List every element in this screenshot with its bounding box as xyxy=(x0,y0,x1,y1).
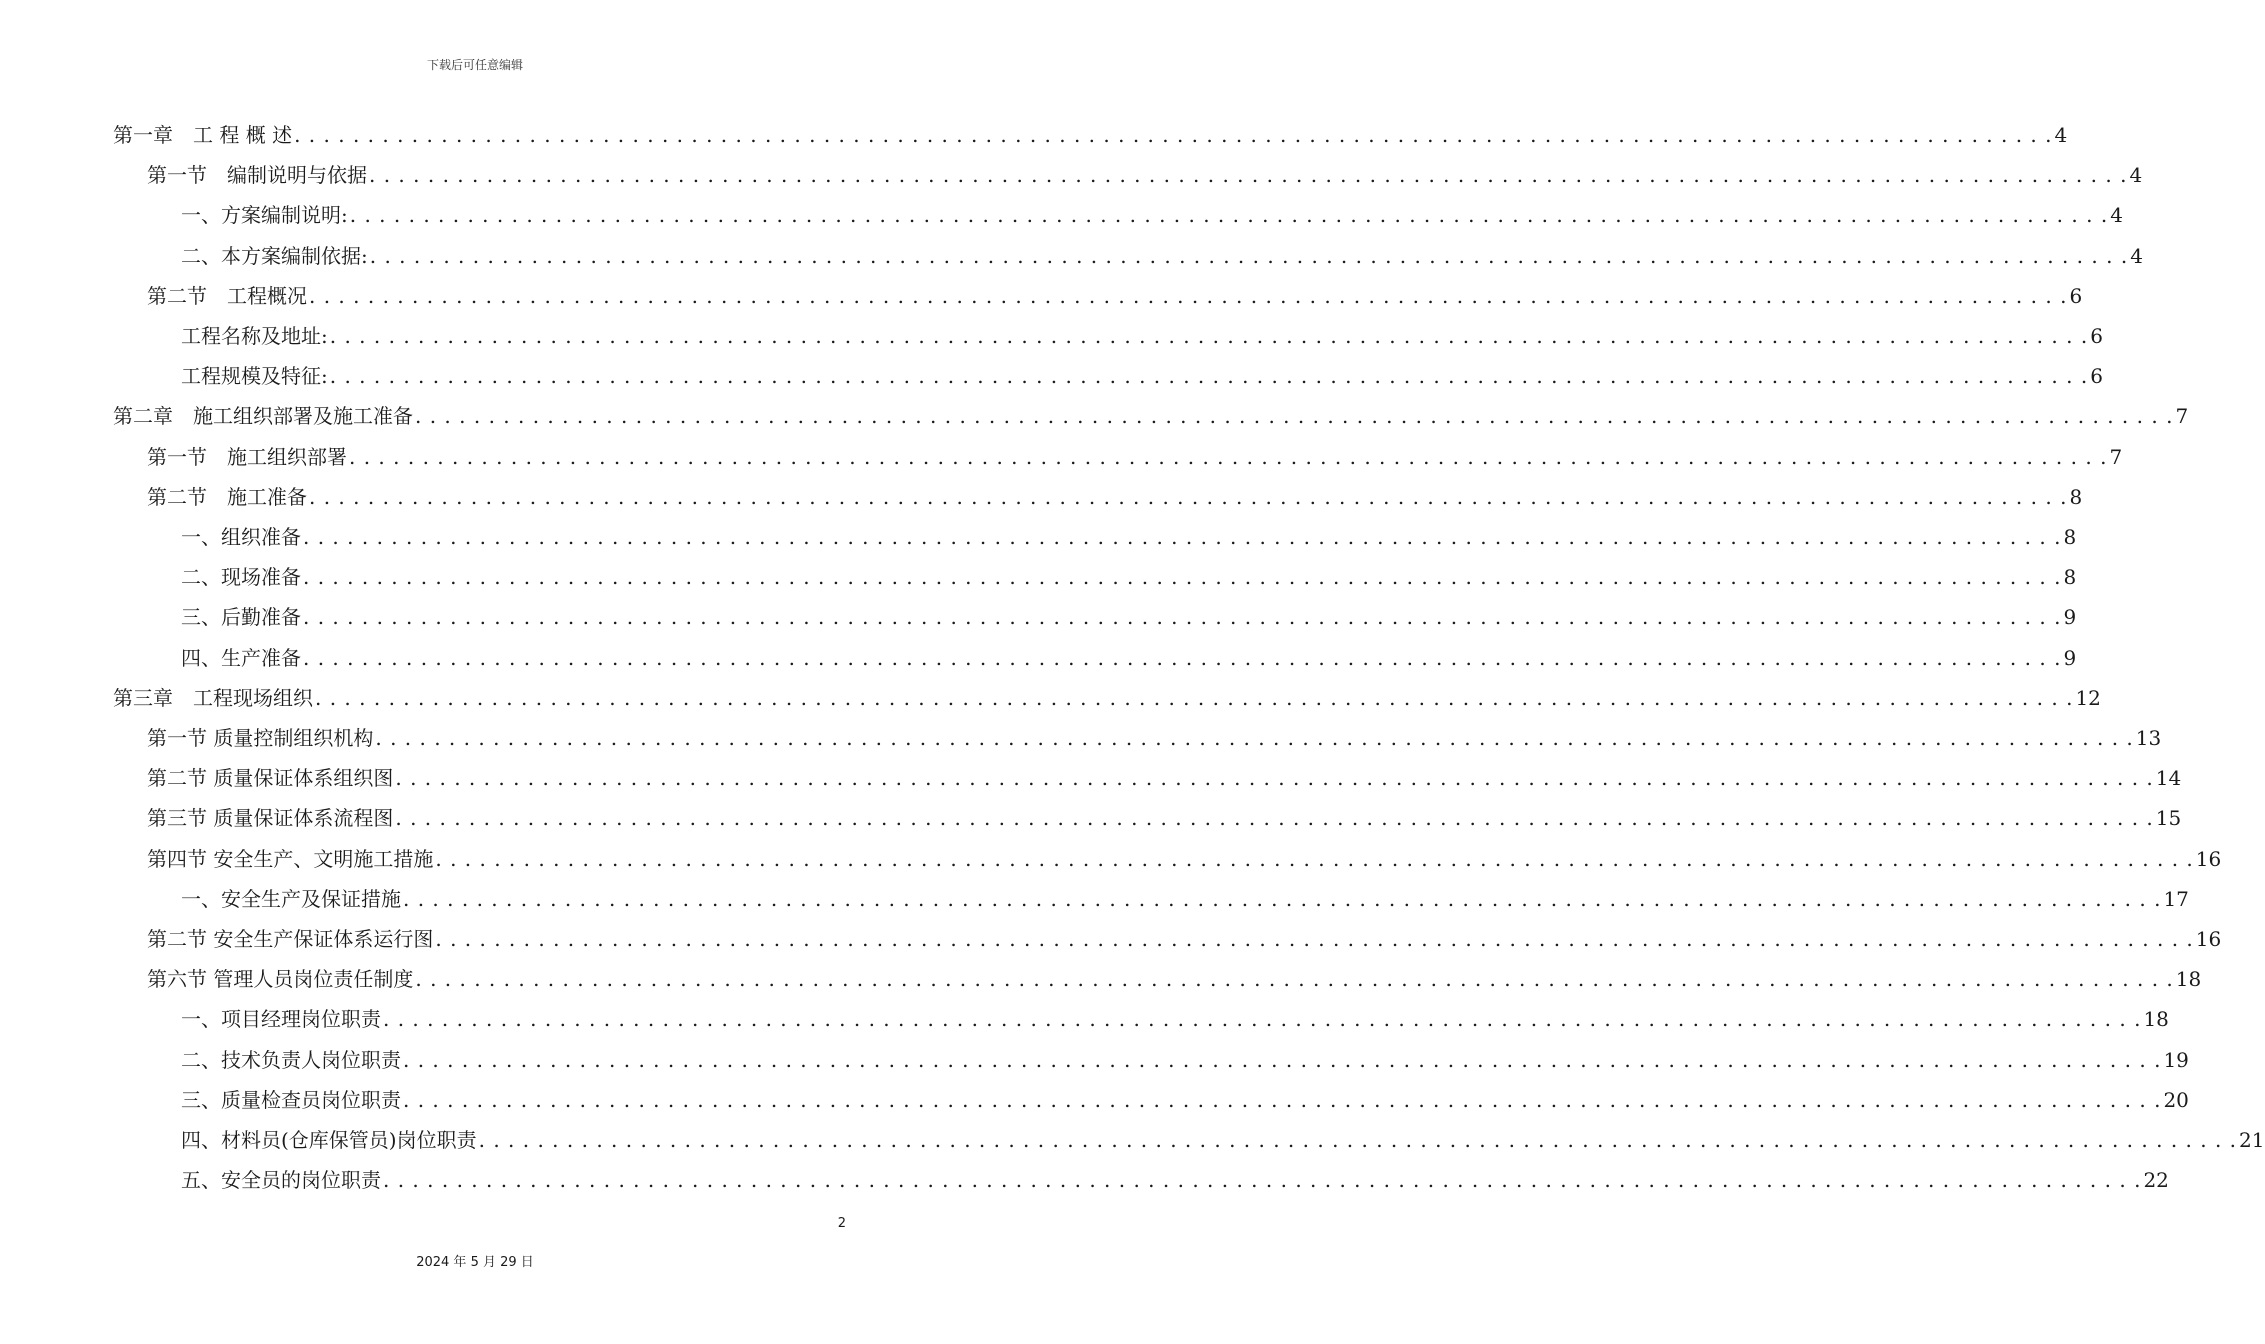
toc-dot-leader: . . . . . . . . . . . . . . . . . . . . . . . . . . . . . . . . . . . . . . . . . . . . . . . . . . . . . . . . . . . . . . . . . . . . . . . . . . . . . . . . . . . . . . . . . . . . . . . . . . . . . . . . . . . . . . . . . . . . . . . . xyxy=(315,685,2074,710)
toc-entry-title: 第六节 管理人员岗位责任制度 xyxy=(147,967,414,992)
toc-entry[interactable] xyxy=(181,510,2077,550)
toc-dot-leader: . . . . . . . . . . . . . . . . . . . . . . . . . . . . . . . . . . . . . . . . . . . . . . . . . . . . . . . . . . . . . . . . . . . . . . . . . . . . . . . . . . . . . . . . . . . . . . . . . . . . . . . . . . . . . . . . . . . . . . . . xyxy=(369,163,2128,188)
toc-entry[interactable] xyxy=(113,108,2068,148)
toc-entry-page: 8 xyxy=(2063,565,2077,590)
toc-dot-leader: . . . . . . . . . . . . . . . . . . . . . . . . . . . . . . . . . . . . . . . . . . . . . . . . . . . . . . . . . . . . . . . . . . . . . . . . . . . . . . . . . . . . . . . . . . . . . . . . . . . . . . . . . . . . . . . . . . . . . . . . xyxy=(395,766,2154,791)
toc-entry-title: 一、安全生产及保证措施 xyxy=(181,886,401,911)
toc-entry-title: 第二节 质量保证体系组织图 xyxy=(147,766,394,791)
toc-dot-leader: . . . . . . . . . . . . . . . . . . . . . . . . . . . . . . . . . . . . . . . . . . . . . . . . . . . . . . . . . . . . . . . . . . . . . . . . . . . . . . . . . . . . . . . . . . . . . . . . . . . . . . . . . . . . . . . . . . . . . . . . xyxy=(395,806,2154,831)
toc-entry-title: 第二节 安全生产保证体系运行图 xyxy=(147,927,434,951)
toc-entry-page: 17 xyxy=(2163,886,2189,911)
toc-entry[interactable] xyxy=(181,349,2103,389)
toc-dot-leader: . . . . . . . . . . . . . . . . . . . . . . . . . . . . . . . . . . . . . . . . . . . . . . . . . . . . . . . . . . . . . . . . . . . . . . . . . . . . . . . . . . . . . . . . . . . . . . . . . . . . . . . . . . . . . . . . . . . . . . . . xyxy=(435,846,2194,871)
toc-entry-page: 18 xyxy=(2143,1007,2169,1032)
toc-entry-title: 四、生产准备 xyxy=(181,645,301,670)
toc-entry-page: 6 xyxy=(2090,364,2103,389)
toc-entry[interactable] xyxy=(181,631,2077,671)
toc-entry-page: 4 xyxy=(2129,163,2143,188)
toc-entry-page: 8 xyxy=(2069,484,2083,509)
toc-entry-page: 4 xyxy=(2110,203,2123,228)
toc-entry-title: 第二节 工程概况 xyxy=(147,283,307,308)
toc-entry-title: 第三节 质量保证体系流程图 xyxy=(147,806,394,831)
toc-dot-leader: . . . . . . . . . . . . . . . . . . . . . . . . . . . . . . . . . . . . . . . . . . . . . . . . . . . . . . . . . . . . . . . . . . . . . . . . . . . . . . . . . . . . . . . . . . . . . . . . . . . . . . . . . . . . . . . . . . . . . . . . xyxy=(303,645,2062,670)
toc-entry-page: 22 xyxy=(2143,1168,2169,1193)
toc-entry-page: 4 xyxy=(2054,123,2068,147)
toc-entry-title: 第一章 工 程 概 述 xyxy=(113,123,293,147)
toc-dot-leader: . . . . . . . . . . . . . . . . . . . . . . . . . . . . . . . . . . . . . . . . . . . . . . . . . . . . . . . . . . . . . . . . . . . . . . . . . . . . . . . . . . . . . . . . . . . . . . . . . . . . . . . . . . . . . . . . . . . . . . . . xyxy=(403,1047,2162,1072)
toc-entry[interactable] xyxy=(147,751,2182,791)
toc-entry[interactable] xyxy=(113,671,2101,711)
toc-entry-page: 21 xyxy=(2239,1128,2265,1152)
page-number: 2 xyxy=(837,1216,846,1231)
toc-dot-leader: . . . . . . . . . . . . . . . . . . . . . . . . . . . . . . . . . . . . . . . . . . . . . . . . . . . . . . . . . . . . . . . . . . . . . . . . . . . . . . . . . . . . . . . . . . . . . . . . . . . . . . . . . . . . . . . . . . . . . . . . xyxy=(375,726,2134,750)
toc-dot-leader: . . . . . . . . . . . . . . . . . . . . . . . . . . . . . . . . . . . . . . . . . . . . . . . . . . . . . . . . . . . . . . . . . . . . . . . . . . . . . . . . . . . . . . . . . . . . . . . . . . . . . . . . . . . . . . . . . . . . . . . . xyxy=(415,967,2174,992)
toc-entry-title: 第二章 施工组织部署及施工准备 xyxy=(113,404,413,429)
toc-entry[interactable] xyxy=(147,430,2123,470)
toc-dot-leader: . . . . . . . . . . . . . . . . . . . . . . . . . . . . . . . . . . . . . . . . . . . . . . . . . . . . . . . . . . . . . . . . . . . . . . . . . . . . . . . . . . . . . . . . . . . . . . . . . . . . . . . . . . . . . . . . . . . . . . . . xyxy=(329,324,2089,348)
toc-entry-title: 四、材料员(仓库保管员)岗位职责 xyxy=(181,1128,477,1152)
toc-entry-title: 三、后勤准备 xyxy=(181,605,301,630)
toc-entry[interactable] xyxy=(181,872,2189,912)
toc-entry-page: 8 xyxy=(2063,525,2077,549)
toc-entry-page: 16 xyxy=(2195,846,2222,871)
toc-entry-page: 16 xyxy=(2195,927,2222,951)
toc-entry-page: 13 xyxy=(2135,726,2162,750)
toc-entry[interactable] xyxy=(147,711,2162,751)
toc-entry[interactable] xyxy=(181,1073,2189,1113)
toc-entry[interactable] xyxy=(147,832,2222,872)
toc-entry-page: 4 xyxy=(2130,243,2143,268)
toc-dot-leader: . . . . . . . . . . . . . . . . . . . . . . . . . . . . . . . . . . . . . . . . . . . . . . . . . . . . . . . . . . . . . . . . . . . . . . . . . . . . . . . . . . . . . . . . . . . . . . . . . . . . . . . . . . . . . . . . . . . . . . . . xyxy=(369,243,2129,268)
toc-entry[interactable] xyxy=(147,269,2083,309)
toc-entry[interactable] xyxy=(147,148,2143,188)
toc-dot-leader: . . . . . . . . . . . . . . . . . . . . . . . . . . . . . . . . . . . . . . . . . . . . . . . . . . . . . . . . . . . . . . . . . . . . . . . . . . . . . . . . . . . . . . . . . . . . . . . . . . . . . . . . . . . . . . . . . . . . . . . . xyxy=(415,404,2174,429)
toc-entry[interactable] xyxy=(181,229,2143,269)
toc-dot-leader: . . . . . . . . . . . . . . . . . . . . . . . . . . . . . . . . . . . . . . . . . . . . . . . . . . . . . . . . . . . . . . . . . . . . . . . . . . . . . . . . . . . . . . . . . . . . . . . . . . . . . . . . . . . . . . . . . . . . . . . . xyxy=(349,444,2108,469)
toc-entry-page: 20 xyxy=(2163,1087,2189,1112)
toc-entry-title: 工程名称及地址: xyxy=(181,324,328,348)
toc-entry-title: 第一节 编制说明与依据 xyxy=(147,163,367,188)
toc-entry[interactable] xyxy=(113,389,2189,429)
toc-dot-leader: . . . . . . . . . . . . . . . . . . . . . . . . . . . . . . . . . . . . . . . . . . . . . . . . . . . . . . . . . . . . . . . . . . . . . . . . . . . . . . . . . . . . . . . . . . . . . . . . . . . . . . . . . . . . . . . . . . . . . . . . xyxy=(403,886,2162,911)
toc-entry-title: 三、质量检查员岗位职责 xyxy=(181,1087,401,1112)
toc-dot-leader: . . . . . . . . . . . . . . . . . . . . . . . . . . . . . . . . . . . . . . . . . . . . . . . . . . . . . . . . . . . . . . . . . . . . . . . . . . . . . . . . . . . . . . . . . . . . . . . . . . . . . . . . . . . . . . . . . . . . . . . . xyxy=(478,1128,2238,1152)
toc-entry-title: 第一节 施工组织部署 xyxy=(147,444,347,469)
toc-entry-title: 一、项目经理岗位职责 xyxy=(181,1007,381,1032)
toc-entry-title: 二、本方案编制依据: xyxy=(181,243,368,268)
toc-dot-leader: . . . . . . . . . . . . . . . . . . . . . . . . . . . . . . . . . . . . . . . . . . . . . . . . . . . . . . . . . . . . . . . . . . . . . . . . . . . . . . . . . . . . . . . . . . . . . . . . . . . . . . . . . . . . . . . . . . . . . . . . xyxy=(309,484,2068,509)
toc-entry-title: 第一节 质量控制组织机构 xyxy=(147,726,374,750)
toc-entry-page: 14 xyxy=(2155,766,2182,791)
toc-dot-leader: . . . . . . . . . . . . . . . . . . . . . . . . . . . . . . . . . . . . . . . . . . . . . . . . . . . . . . . . . . . . . . . . . . . . . . . . . . . . . . . . . . . . . . . . . . . . . . . . . . . . . . . . . . . . . . . . . . . . . . . . xyxy=(383,1007,2142,1032)
toc-dot-leader: . . . . . . . . . . . . . . . . . . . . . . . . . . . . . . . . . . . . . . . . . . . . . . . . . . . . . . . . . . . . . . . . . . . . . . . . . . . . . . . . . . . . . . . . . . . . . . . . . . . . . . . . . . . . . . . . . . . . . . . . xyxy=(303,605,2062,630)
page-header: 下载后可任意编辑 xyxy=(426,58,523,72)
toc-entry-page: 6 xyxy=(2090,324,2103,348)
toc-entry-title: 第三章 工程现场组织 xyxy=(113,685,313,710)
toc-dot-leader: . . . . . . . . . . . . . . . . . . . . . . . . . . . . . . . . . . . . . . . . . . . . . . . . . . . . . . . . . . . . . . . . . . . . . . . . . . . . . . . . . . . . . . . . . . . . . . . . . . . . . . . . . . . . . . . . . . . . . . . . xyxy=(435,927,2194,951)
toc-dot-leader: . . . . . . . . . . . . . . . . . . . . . . . . . . . . . . . . . . . . . . . . . . . . . . . . . . . . . . . . . . . . . . . . . . . . . . . . . . . . . . . . . . . . . . . . . . . . . . . . . . . . . . . . . . . . . . . . . . . . . . . . xyxy=(403,1087,2162,1112)
toc-entry[interactable] xyxy=(181,590,2077,630)
toc-entry-page: 12 xyxy=(2075,685,2101,710)
toc-entry[interactable] xyxy=(147,952,2202,992)
toc-entry-title: 五、安全员的岗位职责 xyxy=(181,1168,381,1193)
toc-entry-title: 一、方案编制说明: xyxy=(181,203,348,228)
toc-dot-leader: . . . . . . . . . . . . . . . . . . . . . . . . . . . . . . . . . . . . . . . . . . . . . . . . . . . . . . . . . . . . . . . . . . . . . . . . . . . . . . . . . . . . . . . . . . . . . . . . . . . . . . . . . . . . . . . . . . . . . . . . xyxy=(294,123,2053,147)
toc-entry[interactable] xyxy=(181,550,2077,590)
toc-dot-leader: . . . . . . . . . . . . . . . . . . . . . . . . . . . . . . . . . . . . . . . . . . . . . . . . . . . . . . . . . . . . . . . . . . . . . . . . . . . . . . . . . . . . . . . . . . . . . . . . . . . . . . . . . . . . . . . . . . . . . . . . xyxy=(383,1168,2142,1193)
toc-entry[interactable] xyxy=(181,1113,2265,1153)
toc-entry[interactable] xyxy=(147,470,2083,510)
toc-entry-page: 18 xyxy=(2175,967,2202,992)
toc-entry[interactable] xyxy=(147,791,2182,831)
toc-entry-page: 9 xyxy=(2063,605,2077,630)
toc-entry-page: 7 xyxy=(2175,404,2189,429)
toc-entry-page: 9 xyxy=(2063,645,2077,670)
toc-entry[interactable] xyxy=(181,1033,2189,1073)
toc-entry-title: 二、技术负责人岗位职责 xyxy=(181,1047,401,1072)
toc-entry[interactable] xyxy=(181,992,2169,1032)
toc-entry-title: 工程规模及特征: xyxy=(181,364,328,389)
toc-entry[interactable] xyxy=(181,188,2123,228)
toc-dot-leader: . . . . . . . . . . . . . . . . . . . . . . . . . . . . . . . . . . . . . . . . . . . . . . . . . . . . . . . . . . . . . . . . . . . . . . . . . . . . . . . . . . . . . . . . . . . . . . . . . . . . . . . . . . . . . . . . . . . . . . . . xyxy=(303,525,2062,549)
toc-entry-page: 7 xyxy=(2109,444,2123,469)
toc-dot-leader: . . . . . . . . . . . . . . . . . . . . . . . . . . . . . . . . . . . . . . . . . . . . . . . . . . . . . . . . . . . . . . . . . . . . . . . . . . . . . . . . . . . . . . . . . . . . . . . . . . . . . . . . . . . . . . . . . . . . . . . . xyxy=(303,565,2062,590)
toc-entry-title: 第四节 安全生产、文明施工措施 xyxy=(147,846,434,871)
toc-dot-leader: . . . . . . . . . . . . . . . . . . . . . . . . . . . . . . . . . . . . . . . . . . . . . . . . . . . . . . . . . . . . . . . . . . . . . . . . . . . . . . . . . . . . . . . . . . . . . . . . . . . . . . . . . . . . . . . . . . . . . . . . xyxy=(349,203,2109,228)
toc-dot-leader: . . . . . . . . . . . . . . . . . . . . . . . . . . . . . . . . . . . . . . . . . . . . . . . . . . . . . . . . . . . . . . . . . . . . . . . . . . . . . . . . . . . . . . . . . . . . . . . . . . . . . . . . . . . . . . . . . . . . . . . . xyxy=(309,283,2068,308)
toc-entry-page: 19 xyxy=(2163,1047,2189,1072)
toc-entry[interactable] xyxy=(147,912,2222,952)
toc-entry-page: 6 xyxy=(2069,283,2083,308)
toc-entry-page: 15 xyxy=(2155,806,2182,831)
toc-entry[interactable] xyxy=(181,309,2103,349)
toc-entry[interactable] xyxy=(181,1153,2169,1193)
toc-entry-title: 第二节 施工准备 xyxy=(147,484,307,509)
footer-date: 2024 年 5 月 29 日 xyxy=(416,1255,534,1270)
toc-entry-title: 二、现场准备 xyxy=(181,565,301,590)
toc-entry-title: 一、组织准备 xyxy=(181,525,301,549)
toc-dot-leader: . . . . . . . . . . . . . . . . . . . . . . . . . . . . . . . . . . . . . . . . . . . . . . . . . . . . . . . . . . . . . . . . . . . . . . . . . . . . . . . . . . . . . . . . . . . . . . . . . . . . . . . . . . . . . . . . . . . . . . . . xyxy=(329,364,2089,389)
